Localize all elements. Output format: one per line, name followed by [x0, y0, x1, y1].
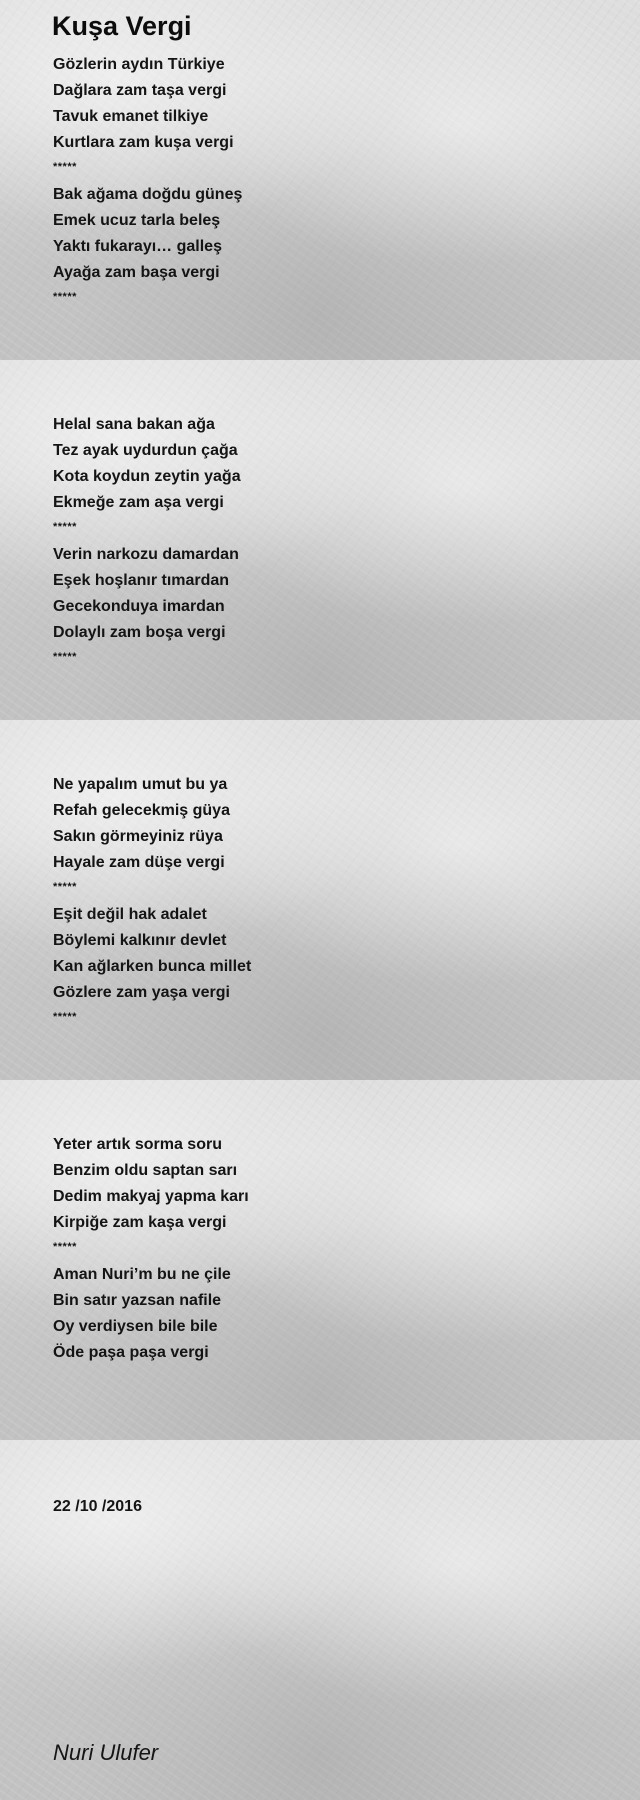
poem-line: Dolaylı zam boşa vergi [53, 624, 226, 641]
poem-line: Kurtlara zam kuşa vergi [53, 134, 234, 151]
poem-line: Kota koydun zeytin yağa [53, 468, 241, 485]
poem-line: Oy verdiysen bile bile [53, 1318, 218, 1335]
poem-line: Öde paşa paşa vergi [53, 1344, 209, 1361]
poem-line: Verin narkozu damardan [53, 546, 239, 563]
poem-line: Yaktı fukarayı… galleş [53, 238, 222, 255]
poem-line: Yeter artık sorma soru [53, 1136, 222, 1153]
poem-line: Eşit değil hak adalet [53, 906, 207, 923]
poem-line: Refah gelecekmiş güya [53, 802, 230, 819]
poem-line: Kan ağlarken bunca millet [53, 958, 252, 975]
poem-line: Bak ağama doğdu güneş [53, 186, 243, 203]
poem-line: Ne yapalım umut bu ya [53, 776, 228, 793]
poem-panel-5 [0, 1440, 640, 1800]
poem-line: Tavuk emanet tilkiye [53, 108, 209, 125]
poem-line: Bin satır yazsan nafile [53, 1292, 222, 1309]
poem-line: Dedim makyaj yapma karı [53, 1188, 249, 1205]
stanza-separator: ***** [53, 161, 77, 173]
poem-line: Helal sana bakan ağa [53, 416, 215, 433]
poem-line: Sakın görmeyiniz rüya [53, 828, 223, 845]
poem-line: Tez ayak uydurdun çağa [53, 442, 238, 459]
poem-line: Kirpiğe zam kaşa vergi [53, 1214, 227, 1231]
stanza-separator: ***** [53, 521, 77, 533]
stanza-list [53, 412, 241, 672]
poem-date: 22 /10 /2016 [53, 1498, 142, 1515]
poem-panel-1 [0, 0, 640, 360]
stanza-separator: ***** [53, 651, 77, 663]
poem-panel-2 [0, 360, 640, 720]
stanza-separator: ***** [53, 1241, 77, 1253]
poem-line: Emek ucuz tarla beleş [53, 212, 221, 229]
poem-line: Aman Nuri’m bu ne çile [53, 1266, 231, 1283]
poem-line: Gözlerin aydın Türkiye [53, 56, 225, 73]
poem-panel-4 [0, 1080, 640, 1440]
poem-line: Gözlere zam yaşa vergi [53, 984, 230, 1001]
stanza-list [53, 1132, 249, 1366]
poem-line: Böylemi kalkınır devlet [53, 932, 227, 949]
poem-line: Ekmeğe zam aşa vergi [53, 494, 224, 511]
poem-line: Gecekonduya imardan [53, 598, 225, 615]
stanza-separator: ***** [53, 881, 77, 893]
poem-title: Kuşa Vergi [52, 11, 192, 41]
poem-author: Nuri Ulufer [53, 1740, 159, 1765]
stanza-list [53, 52, 242, 312]
poem-line: Hayale zam düşe vergi [53, 854, 225, 871]
poem-line: Benzim oldu saptan sarı [53, 1162, 238, 1179]
stanza-separator: ***** [53, 291, 77, 303]
poem-panel-3 [0, 720, 640, 1080]
poem-line: Ayağa zam başa vergi [53, 264, 220, 281]
poem-line: Dağlara zam taşa vergi [53, 82, 227, 99]
poem-line: Eşek hoşlanır tımardan [53, 572, 230, 589]
stanza-separator: ***** [53, 1011, 77, 1023]
stanza-list [53, 772, 251, 1032]
